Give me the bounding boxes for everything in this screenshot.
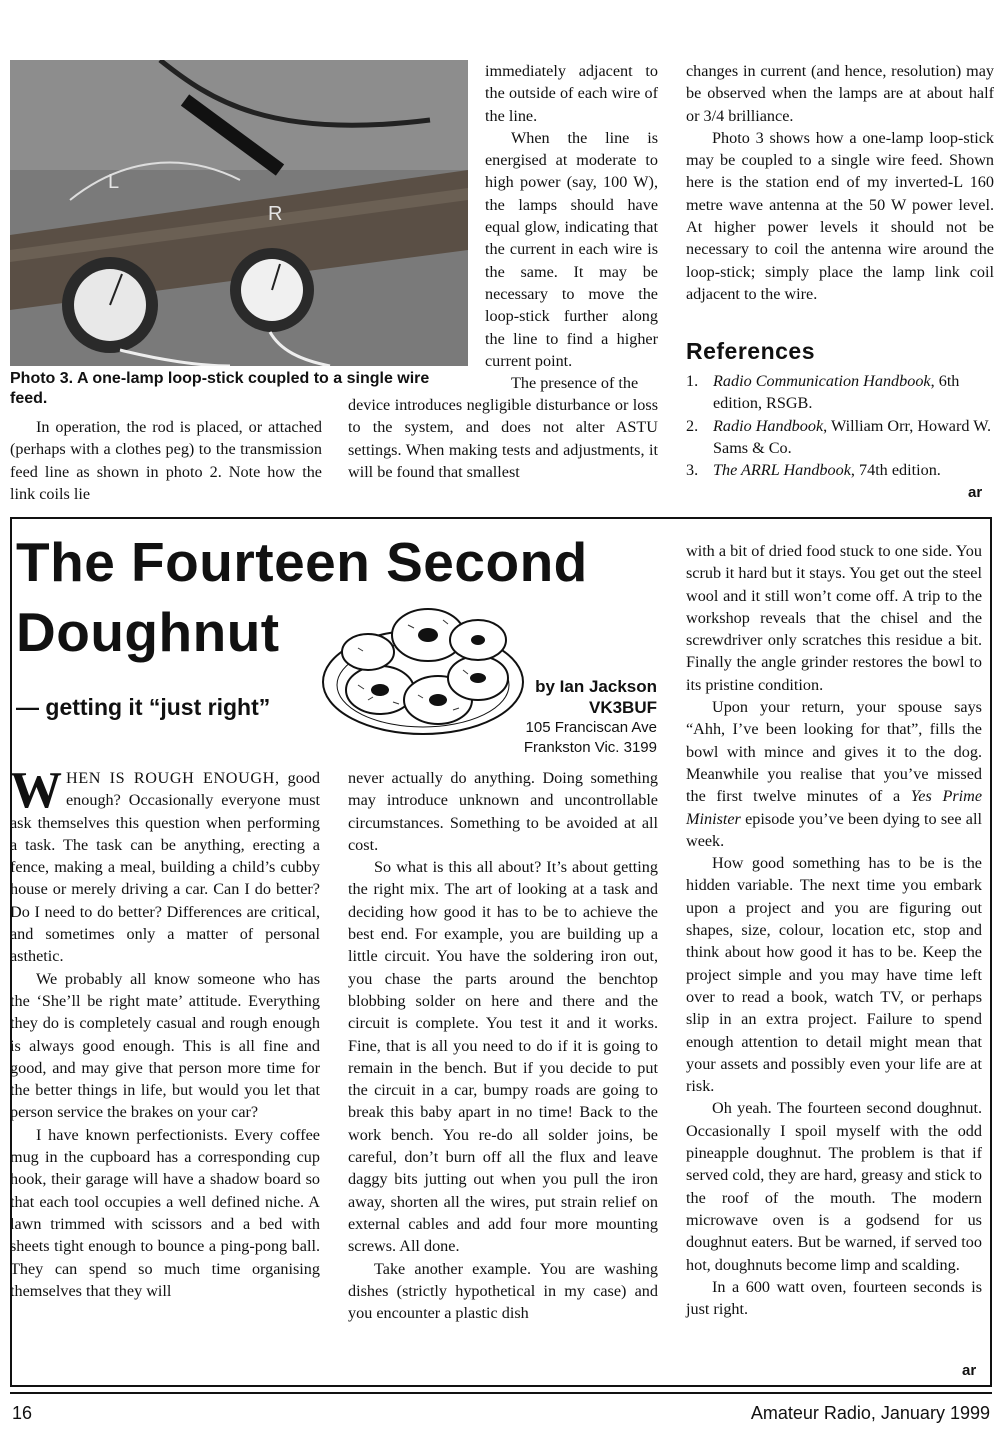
article-title-line2: Doughnut	[16, 601, 280, 663]
dropcap: W	[10, 762, 62, 819]
article-col1-paragraph3: I have known perfectionists. Every coffee mug in the cupboard has a corresponding cup hook, their garage will have a shadow board so that each tool occupies a well defined niche. A lawn trimmed with scissors and a bed with sheets tight enough to bounce a ping-pong ball. They can spend so much time organising themselves that they will	[10, 1125, 320, 1300]
article-title-line1: The Fourteen Second	[16, 531, 588, 593]
article-col2-paragraph2: So what is this all about? It’s about getting the right mix. The art of looking at a task and deciding how good it has to be to achieve the best end. For example, you are building up a little circuit. You have the soldering iron out, you chase the parts around the benchtop blobbing solder on here and there and the circuit is complete. You test it and it works. Fine, that is all you need to do if it is going to remain in the bench. But if you decide to put the circuit in a car, bumpy roads are going to break this baby apart in no time! Back to the work bench. You re-do all solder joins, be careful, don’t burn off all the flux and leave daggy bits jutting out when you pull the iron away, shorten all the wires, put strain relief on external cables and add four more mounting screws. All done.	[348, 858, 658, 1256]
top-article-col2-upper	[485, 60, 658, 394]
top-col2-paragraph2: When the line is energised at moderate to high power (say, 100 W), the lamps should have equal glow, indicating that the current in each wire is the same. It may be necessary to move the loop-stick further along the line to find a higher current point.	[485, 128, 658, 370]
article-end-mark: ar	[962, 1362, 977, 1379]
top-article-col3	[686, 60, 994, 305]
top-col2-paragraph1: immediately adjacent to the outside of each wire of the line.	[485, 62, 658, 125]
top-col3-paragraph1: changes in current (and hence, resolution) may be observed when the lamps are at about half or 3/4 brilliance.	[686, 62, 994, 125]
author-callsign: VK3BUF	[588, 698, 657, 717]
top-article-col2-lower	[348, 394, 658, 483]
top-col1-paragraph: In operation, the rod is placed, or attached (perhaps with a clothes peg) to the transmission feed line as shown in photo 2. Note how the link coils lie	[10, 418, 322, 503]
article-col2	[348, 767, 658, 1324]
article-subtitle: — getting it “just right”	[16, 694, 271, 720]
article-col1-paragraph2: We probably all know someone who has the ‘She’ll be right mate’ attitude. Everything they do is completely casual and rough enough is always good enough. This is all fine and good, and may give that person more time for the better things in life, but would you let that person service the brakes on your car?	[10, 969, 320, 1122]
reference-item: 1. Radio Communication Handbook, 6th edition, RSGB.	[686, 372, 960, 413]
footer-publication: Amateur Radio, January 1999	[750, 1403, 990, 1423]
article-col1	[10, 762, 321, 1302]
doughnut-plate-illustration	[318, 590, 528, 745]
photo-loop-stick	[10, 60, 468, 366]
top-article-col1	[10, 416, 322, 505]
article-col2-paragraph1: never actually do anything. Doing something may introduce unknown and uncontrollable circumstances. Something to be avoided at all cost.	[348, 769, 658, 854]
meter-left-label: L	[108, 171, 120, 193]
reference-item: 2. Radio Handbook, William Orr, Howard W. Sams & Co.	[686, 416, 992, 457]
top-col2-paragraph3: The presence of the	[511, 374, 639, 393]
author-name: by Ian Jackson	[535, 677, 657, 696]
meter-right-label: R	[268, 203, 283, 225]
article-col1-paragraph1: WHEN IS ROUGH ENOUGH, good enough? Occasionally everyone must ask themselves this question when performing a task. The task can be anything, erecting a fence, making a meal, building a child’s cubby house or merely driving a car. Can I do better? Do I need to do better? Differences are critical, and sometimes only a matter of personal asthetic.	[10, 762, 321, 966]
author-address-line2: Frankston Vic. 3199	[523, 739, 657, 756]
article-col2-paragraph3: Take another example. You are washing dishes (strictly hypothetical in my case) and you encounter a plastic dish	[348, 1259, 658, 1323]
author-address-line1: 105 Franciscan Ave	[525, 719, 657, 736]
article-col3	[686, 540, 982, 1320]
top-article-end-mark: ar	[968, 484, 983, 501]
reference-item: 3. The ARRL Handbook, 74th edition.	[686, 461, 941, 480]
article-col3-paragraph4: Oh yeah. The fourteen second doughnut. Occasionally I spoil myself with the odd pineapple doughnut. The problem is that if served cold, they are hard, greasy and stick to the roof of the mouth. The modern microwave oven is a godsend for us doughnut eaters. But be warned, if served too hot, doughnuts become limp and scalding.	[686, 1099, 982, 1274]
article-col3-paragraph5: In a 600 watt oven, fourteen seconds is just right.	[686, 1277, 982, 1319]
article-col3-paragraph1: with a bit of dried food stuck to one side. You scrub it hard but it stays. You get out the steel wool and it still won’t come off. A trip to the workshop reveals that the chisel and the screwdriver only scratches this residue a bit. Finally the angle grinder restores the bowl to its pristine condition.	[686, 542, 982, 694]
article-col3-paragraph2: Upon your return, your spouse says “Ahh, I’ve been looking for that”, fills the bowl with mince and gives it to the dog. Meanwhile you realise that you’ve missed the first twelve minutes of a Yes Prime Minister episode you’ve been dying to see all week.	[686, 698, 982, 850]
photo-caption: Photo 3. A one-lamp loop-stick coupled to a single wire feed.	[10, 370, 430, 407]
byline	[500, 676, 657, 758]
references-list	[686, 370, 994, 481]
top-col2-paragraph4: device introduces negligible disturbance or loss to the system, and does not alter ASTU settings. When making tests and adjustments, it will be found that smallest	[348, 396, 658, 481]
references-heading: References	[686, 338, 816, 364]
page-number: 16	[12, 1403, 33, 1423]
article-col3-paragraph3: How good something has to be is the hidden variable. The next time you embark upon a project and you are figuring out shapes, size, colour, location etc, stop and think about how good it has to be. Keep the project simple and you may have time left over to read a book, watch TV, or perhaps slip in an extra project. Failure to spend enough attention to detail might mean that your assets and possibly even your life are at risk.	[686, 854, 982, 1096]
photo-image	[10, 60, 468, 366]
footer-rule	[10, 1392, 992, 1394]
top-col3-paragraph2: Photo 3 shows how a one-lamp loop-stick may be coupled to a single wire feed. Shown here is the station end of my inverted-L 160 metre wave antenna at the 50 W power level. At higher power levels it should not be necessary to coil the antenna wire around the loop-stick; simply place the lamp link coil adjacent to the wire.	[686, 128, 994, 303]
